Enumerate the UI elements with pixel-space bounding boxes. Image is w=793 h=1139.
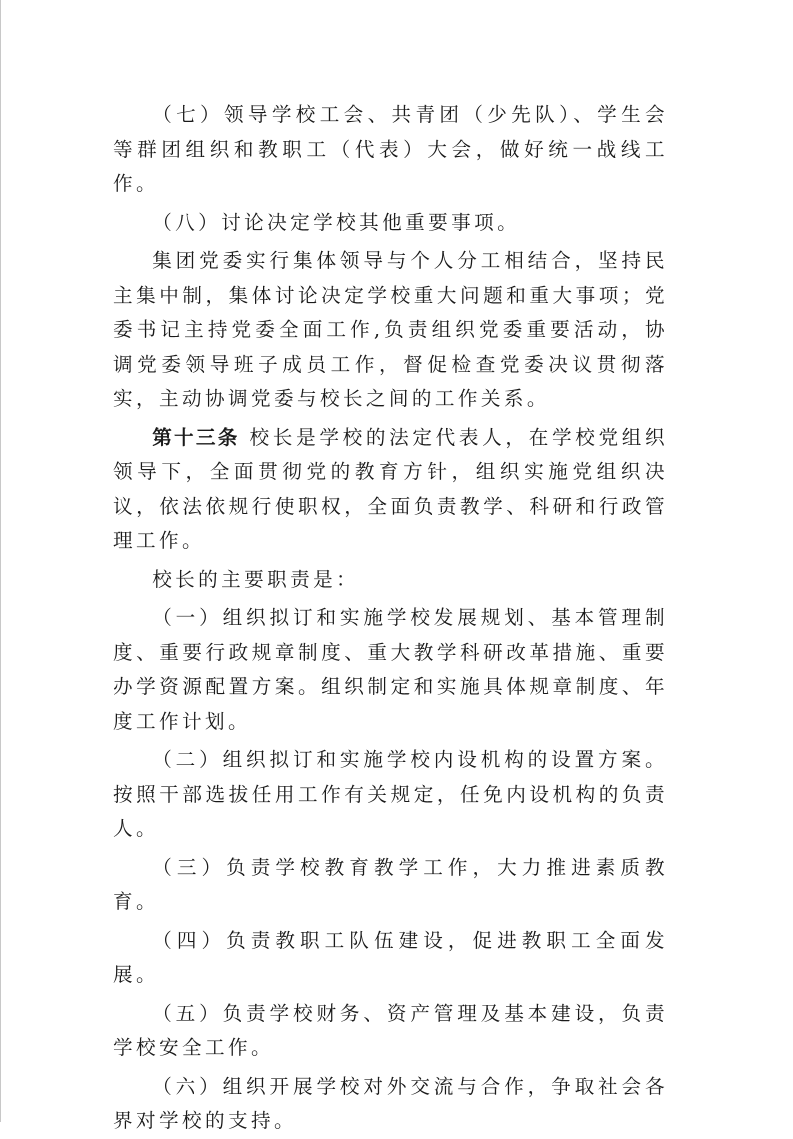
paragraph-7: （七）领导学校工会、共青团（少先队）、学生会等群团组织和教职工（代表）大会，做好统一战线工作。: [113, 103, 668, 195]
duty-1: （一）组织拟订和实施学校发展规划、基本管理制度、重要行政规章制度、重大教学科研改革措施、重要办学资源配置方案。组织制定和实施具体规章制度、年度工作计划。: [113, 606, 668, 733]
document-body: [113, 98, 668, 1139]
duties-intro: 校长的主要职责是：: [152, 567, 360, 591]
duty-6: （六）组织开展学校对外交流与合作，争取社会各界对学校的支持。: [113, 1074, 668, 1132]
article-label: 第十三条: [152, 425, 240, 449]
page-edge: [0, 0, 1, 1122]
article-13: [113, 421, 668, 559]
duty-4: （四）负责教职工队伍建设，促进教职工全面发展。: [113, 928, 668, 986]
paragraph-8: （八）讨论决定学校其他重要事项。: [152, 210, 521, 234]
paragraph-collective-leadership: 集团党委实行集体领导与个人分工相结合，坚持民主集中制，集体讨论决定学校重大问题和重大事项；党委书记主持党委全面工作,负责组织党委重要活动，协调党委领导班子成员工作，督促检查党委决议贯彻落实，主动协调党委与校长之间的工作关系。: [113, 249, 668, 410]
article-13-text: 校长是学校的法定代表人，在学校党组织领导下，全面贯彻党的教育方针，组织实施党组织决议，依法依规行使职权，全面负责教学、科研和行政管理工作。: [113, 425, 669, 552]
duty-2: （二）组织拟订和实施学校内设机构的设置方案。按照干部选拔任用工作有关规定，任免内设机构的负责人。: [113, 748, 668, 840]
duty-3: （三）负责学校教育教学工作，大力推进素质教育。: [113, 855, 668, 913]
duty-5: （五）负责学校财务、资产管理及基本建设，负责学校安全工作。: [113, 1001, 668, 1059]
